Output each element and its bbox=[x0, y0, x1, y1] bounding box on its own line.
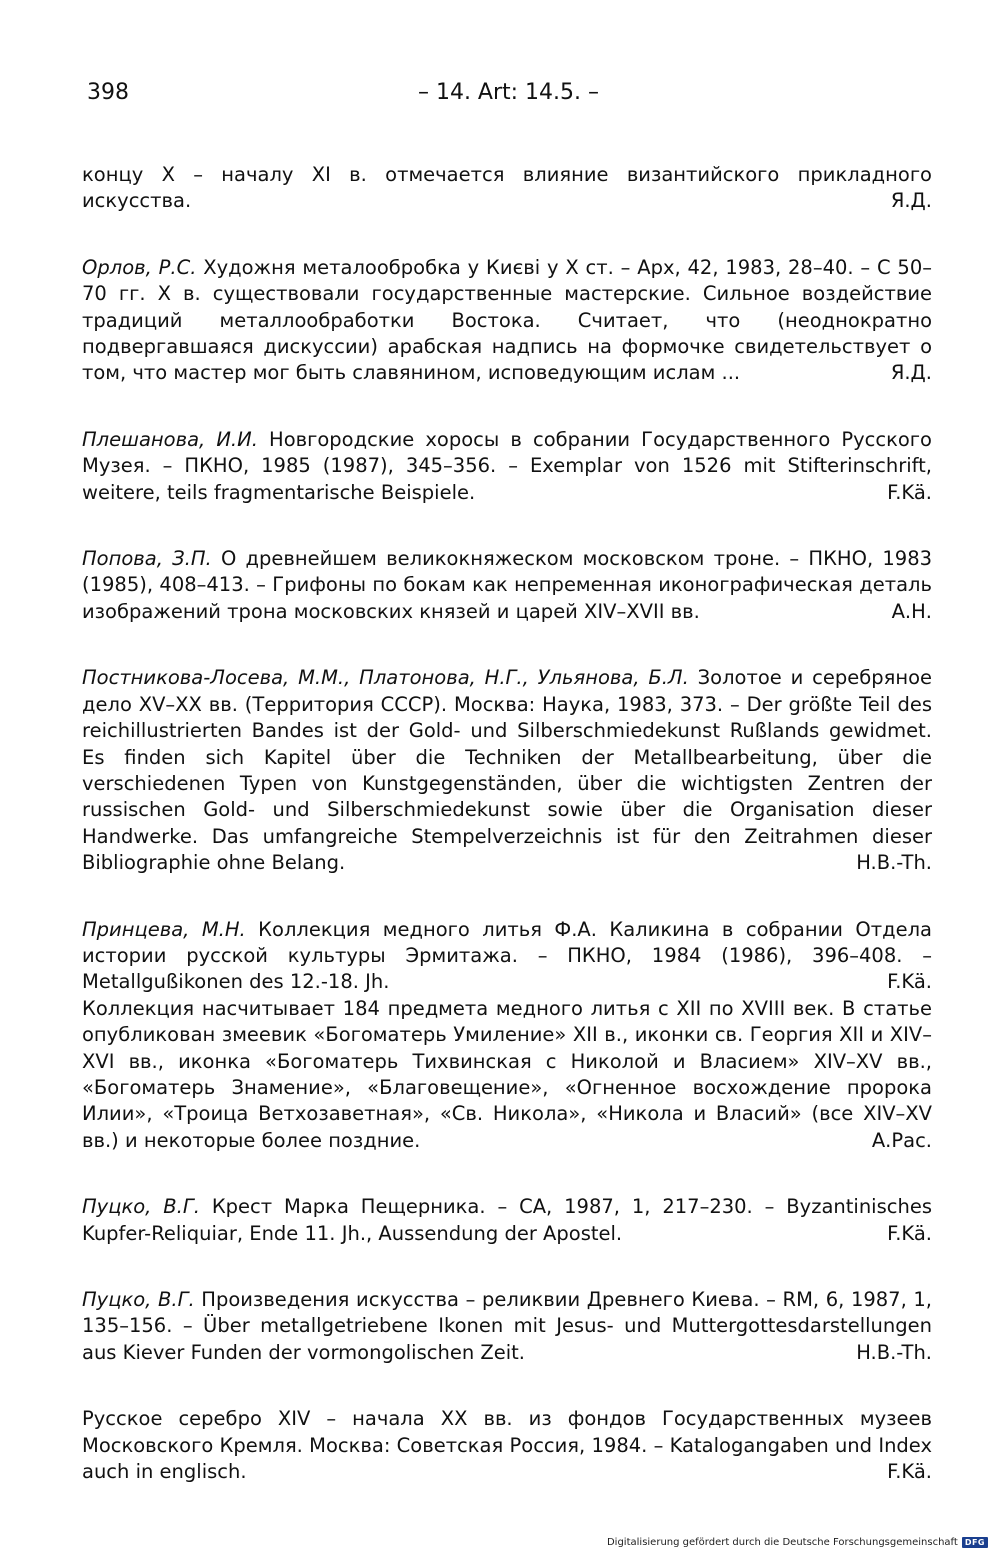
bibliography-entry bbox=[82, 546, 932, 625]
entry-author: Попова, З.П. bbox=[82, 547, 212, 571]
entry-signature: F.Kä. bbox=[887, 1221, 932, 1245]
entry-text: Художня металообробка у Києві у X ст. – Арх, 42, 1983, 28–40. – С 50–70 гг. X в. существовали государственные мастерские. Сильное воздействие традиций металлообработки Востока. Считает, что (неоднократно подвергавшаяся дискуссии) арабская надпись на формочке свидетельствует о том, что мастер мог быть славянином, исповедующим ислам ... bbox=[82, 255, 932, 385]
entry-author: Пуцко, В.Г. bbox=[82, 1195, 200, 1219]
running-head: – 14. Art: 14.5. – bbox=[417, 80, 600, 105]
entry-author: Плешанова, И.И. bbox=[82, 427, 258, 451]
entry-text: Золотое и серебряное дело XV–XX вв. (Территория СССР). Москва: Наука, 1983, 373. – Der größte Teil des reichillustrierten Bandes ist der Gold- und Silberschmiedekunst Rußlands gewidmet. Es finden sich Kapitel über die Techniken der Metallbearbeitung, über die verschiedenen Typen von Kunstgegenständen, über die wichtigsten Zentren der russischen Gold- und Silberschmiedekunst sowie über die Organisation dieser Handwerke. Das umfangreiche Stempelverzeichnis ist für den Zeitrahmen dieser Bibliographie ohne Belang. bbox=[82, 666, 933, 875]
bibliography-entry bbox=[82, 917, 932, 1155]
bibliography-entry bbox=[82, 162, 932, 215]
digitization-footer bbox=[607, 1537, 988, 1548]
bibliography-entry bbox=[82, 1194, 932, 1247]
bibliography-entries bbox=[82, 162, 932, 1525]
footer-text: Digitalisierung gefördert durch die Deutsche Forschungsgemeinschaft bbox=[606, 1537, 958, 1548]
entry-text: Коллекция медного литья Ф.А. Каликина в собрании Отдела истории русской культуры Эрмитажа. – ПКНО, 1984 (1986), 396–408. – Metallgußikonen des 12.-18. Jh. bbox=[82, 917, 933, 994]
entry-author: Пуцко, В.Г. bbox=[82, 1288, 195, 1311]
entry-author: Постникова-Лосева, М.М., Платонова, Н.Г., Ульянова, Б.Л. bbox=[82, 666, 689, 690]
entry-signature: F.Kä. bbox=[887, 970, 932, 994]
entry-text: Русское серебро XIV – начала XX вв. из фондов Государственных музеев Московского Кремля. Москва: Советская Россия, 1984. – Katalogangaben und Index auch in englisch. bbox=[82, 1407, 932, 1484]
entry-author: Принцева, М.Н. bbox=[82, 917, 246, 941]
entry-annotation bbox=[82, 996, 932, 1154]
entry-signature: F.Kä. bbox=[887, 480, 932, 504]
entry-text: Крест Марка Пещерника. – СА, 1987, 1, 217–230. – Byzantinisches Kupfer-Reliquiar, Ende 11. Jh., Aussendung der Apostel. bbox=[82, 1195, 932, 1245]
entry-annotation-text: Коллекция насчитывает 184 предмета медного литья с XII по XVIII век. В статье опубликован змеевик «Богоматерь Умиление» XII в., иконки св. Георгия XII и XIV–XVI вв., иконка «Богоматерь Тихвинская с Николой и Власием» XIV–XV вв., «Богоматерь Знамение», «Благовещение», «Огненное восхождение пророка Илии», «Троица Ветхозаветная», «Св. Никола», «Никола и Власий» (все XIV–XV вв.) и некоторые более поздние. bbox=[82, 996, 932, 1152]
dfg-logo: DFG bbox=[962, 1537, 988, 1548]
entry-text: О древнейшем великокняжеском московском троне. – ПКНО, 1983 (1985), 408–413. – Грифоны по бокам как непременная иконографическая деталь изображений трона московских князей и царей XIV–XVII вв. bbox=[82, 547, 933, 623]
bibliography-entry bbox=[82, 427, 932, 506]
bibliography-entry bbox=[82, 1406, 932, 1485]
entry-signature: H.B.-Th. bbox=[856, 1340, 932, 1364]
bibliography-entry bbox=[82, 255, 932, 387]
entry-annotation-signature: А.Рас. bbox=[871, 1128, 932, 1152]
entry-signature: F.Kä. bbox=[887, 1460, 932, 1484]
bibliography-entry bbox=[82, 665, 932, 876]
entry-signature: А.Н. bbox=[891, 599, 932, 623]
entry-text: Произведения искусства – реликвии Древнего Киева. – RM, 6, 1987, 1, 135–156. – Über metallgetriebene Ikonen mit Jesus- und Muttergottesdarstellungen aus Kiever Funden der vormongolischen Zeit. bbox=[82, 1288, 932, 1364]
entry-signature: Я.Д. bbox=[890, 189, 932, 213]
entry-signature: H.B.-Th. bbox=[856, 851, 932, 875]
entry-text: концу X – началу XI в. отмечается влияние византийского прикладного искусства. bbox=[82, 163, 932, 213]
page-header bbox=[87, 80, 930, 110]
page-number: 398 bbox=[87, 80, 129, 105]
entry-author: Орлов, Р.С. bbox=[82, 255, 197, 279]
entry-text: Новгородские хоросы в собрании Государственного Русского Музея. – ПКНО, 1985 (1987), 345–356. – Exemplar von 1526 mit Stifterinschrift, weitere, teils fragmentarische Beispiele. bbox=[82, 427, 932, 504]
entry-signature: Я.Д. bbox=[890, 361, 932, 385]
bibliography-entry bbox=[82, 1287, 932, 1366]
